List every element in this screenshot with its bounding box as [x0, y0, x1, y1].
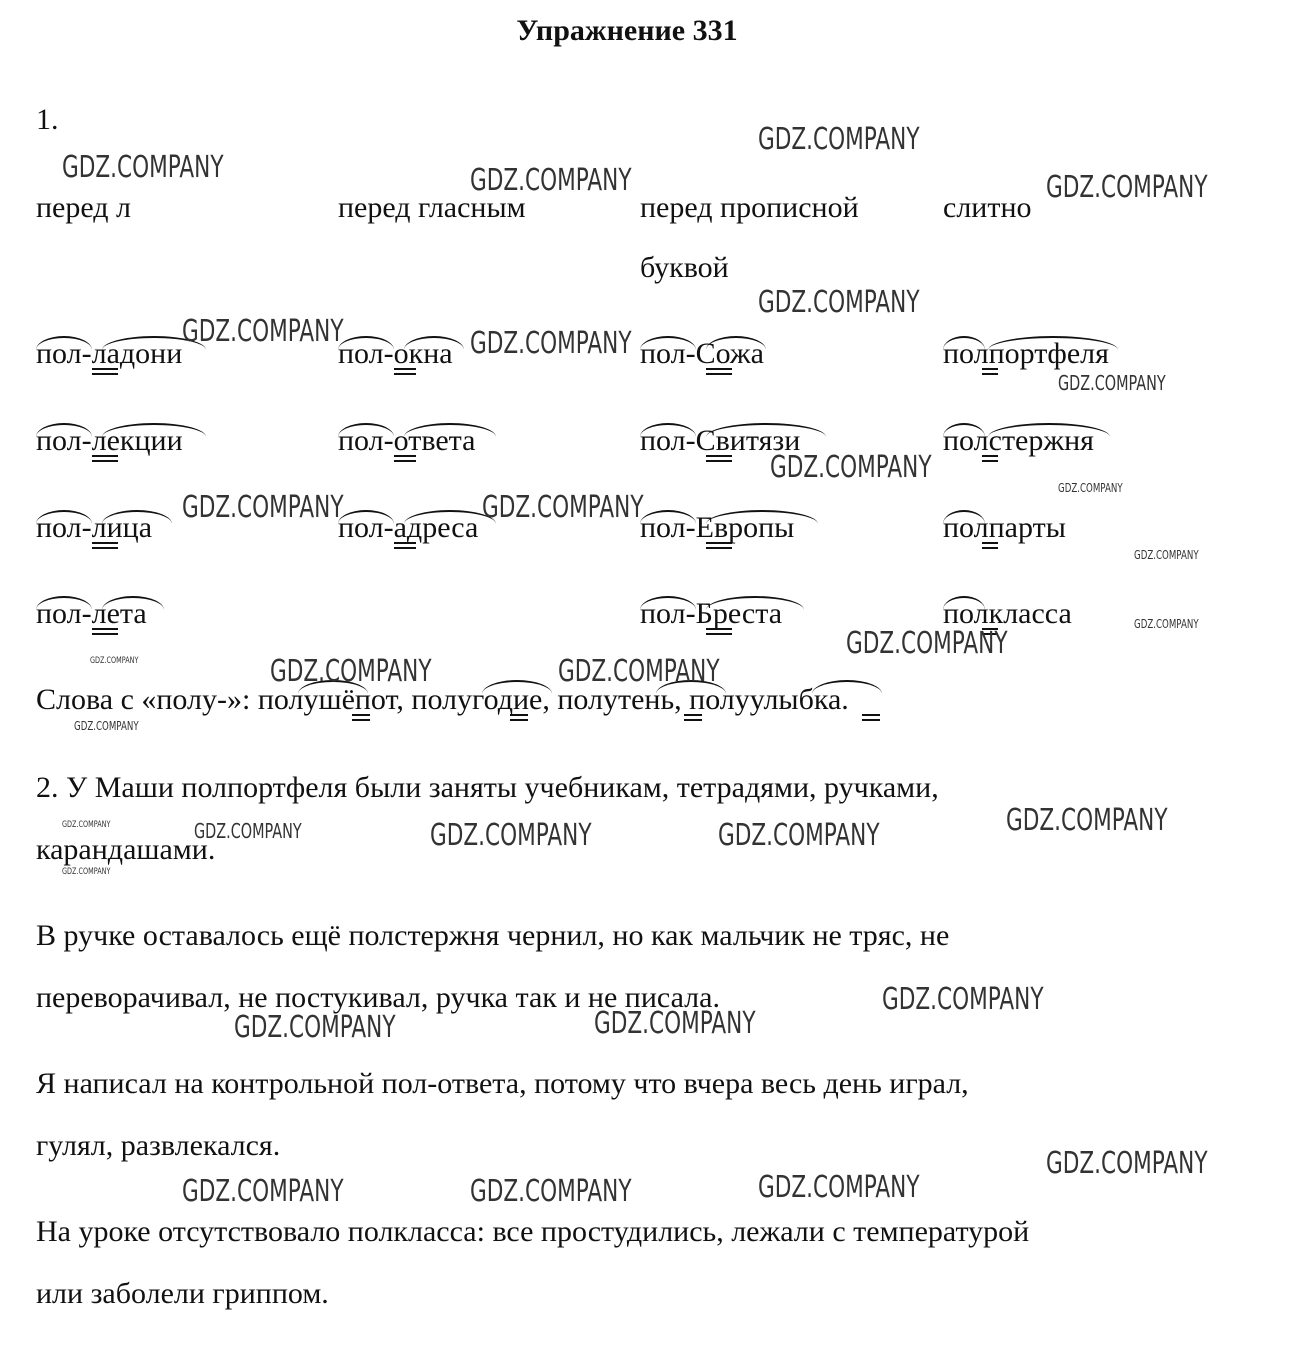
section2-line-2: карандашами.: [36, 833, 216, 866]
word-pol-sozha: пол-Сожа: [640, 337, 764, 370]
watermark: GDZ.COMPANY: [62, 820, 111, 830]
word-pol-okna: пол-окна: [338, 337, 453, 370]
section-1-label: 1.: [36, 103, 59, 136]
word-pol-otveta: пол-ответа: [338, 424, 476, 457]
connecting-underline: [982, 368, 998, 375]
watermark: GDZ.COMPANY: [882, 982, 1044, 1017]
watermark: GDZ.COMPANY: [182, 314, 344, 349]
watermark: GDZ.COMPANY: [1134, 548, 1199, 562]
word-pol-svityazi: пол-Свитязи: [640, 424, 801, 457]
watermark: GDZ.COMPANY: [470, 1174, 632, 1209]
section2-line-4: переворачивал, не постукивал, ручка так и не писала.: [36, 981, 720, 1014]
word-pol-leta: пол-лета: [36, 597, 147, 630]
header-before-l: перед л: [36, 191, 132, 224]
word-polportfelya: полпортфеля: [943, 337, 1109, 370]
watermark: GDZ.COMPANY: [758, 122, 920, 157]
connecting-underline: [706, 368, 732, 375]
word-pol-evropy: пол-Европы: [640, 511, 795, 544]
watermark: GDZ.COMPANY: [182, 490, 344, 525]
page-title: Упражнение 331: [516, 14, 738, 47]
connecting-underline: [684, 714, 702, 721]
word-pol-adresa: пол-адреса: [338, 511, 479, 544]
word-polparty: полпарты: [943, 511, 1066, 544]
section2-line-5: Я написал на контрольной пол-ответа, потому что вчера весь день играл,: [36, 1067, 969, 1100]
section2-line-7: На уроке отсутствовало полкласса: все простудились, лежали с температурой: [36, 1215, 1030, 1248]
section2-line-6: гулял, развлекался.: [36, 1129, 281, 1162]
watermark: GDZ.COMPANY: [770, 450, 932, 485]
watermark: GDZ.COMPANY: [718, 818, 880, 853]
header-before-capital-cont: буквой: [640, 251, 729, 284]
watermark: GDZ.COMPANY: [1046, 1146, 1208, 1181]
section2-line-8: или заболели гриппом.: [36, 1277, 329, 1310]
connecting-underline: [706, 628, 732, 635]
watermark: GDZ.COMPANY: [182, 1174, 344, 1209]
watermark: GDZ.COMPANY: [1006, 803, 1168, 838]
section2-line-3: В ручке оставалось ещё полстержня чернил, но как мальчик не тряс, не: [36, 919, 950, 952]
connecting-underline: [92, 455, 118, 462]
watermark: GDZ.COMPANY: [1046, 170, 1208, 205]
watermark: GDZ.COMPANY: [758, 1170, 920, 1205]
connecting-underline: [352, 714, 370, 721]
connecting-underline: [982, 455, 998, 462]
watermark: GDZ.COMPANY: [194, 819, 302, 843]
watermark: GDZ.COMPANY: [270, 654, 432, 689]
word-pol-bresta: пол-Бреста: [640, 597, 783, 630]
watermark: GDZ.COMPANY: [1134, 617, 1199, 631]
polu-words-line: Слова с «полу-»: полушёпот, полугодие, полутень, полуулыбка.: [36, 683, 849, 716]
connecting-underline: [92, 368, 118, 375]
connecting-underline: [982, 542, 998, 549]
watermark: GDZ.COMPANY: [1058, 371, 1166, 395]
connecting-underline: [92, 628, 118, 635]
watermark: GDZ.COMPANY: [234, 1010, 396, 1045]
connecting-underline: [92, 542, 118, 549]
watermark: GDZ.COMPANY: [62, 867, 111, 877]
connecting-underline: [706, 542, 732, 549]
connecting-underline: [862, 714, 880, 721]
connecting-underline: [510, 714, 528, 721]
word-polsterzhnya: полстержня: [943, 424, 1094, 457]
watermark: GDZ.COMPANY: [470, 326, 632, 361]
connecting-underline: [706, 455, 732, 462]
word-polklassa: полкласса: [943, 597, 1072, 630]
connecting-underline: [394, 368, 416, 375]
watermark: GDZ.COMPANY: [594, 1006, 756, 1041]
connecting-underline: [394, 542, 416, 549]
word-pol-litsa: пол-лица: [36, 511, 153, 544]
header-together: слитно: [943, 191, 1032, 224]
header-before-capital: перед прописной: [640, 191, 859, 224]
watermark: GDZ.COMPANY: [74, 719, 139, 733]
watermark: GDZ.COMPANY: [470, 163, 632, 198]
watermark: GDZ.COMPANY: [758, 285, 920, 320]
header-before-vowel: перед гласным: [338, 191, 526, 224]
watermark: GDZ.COMPANY: [90, 656, 139, 666]
watermark: GDZ.COMPANY: [558, 654, 720, 689]
watermark: GDZ.COMPANY: [482, 490, 644, 525]
watermark: GDZ.COMPANY: [846, 626, 1008, 661]
watermark: GDZ.COMPANY: [62, 150, 224, 185]
watermark: GDZ.COMPANY: [1058, 481, 1123, 495]
word-pol-ladoni: пол-ладони: [36, 337, 183, 370]
section2-line-1: 2. У Маши полпортфеля были заняты учебникам, тетрадями, ручками,: [36, 771, 939, 804]
connecting-underline: [394, 455, 416, 462]
word-pol-lektsii: пол-лекции: [36, 424, 183, 457]
watermark: GDZ.COMPANY: [430, 818, 592, 853]
